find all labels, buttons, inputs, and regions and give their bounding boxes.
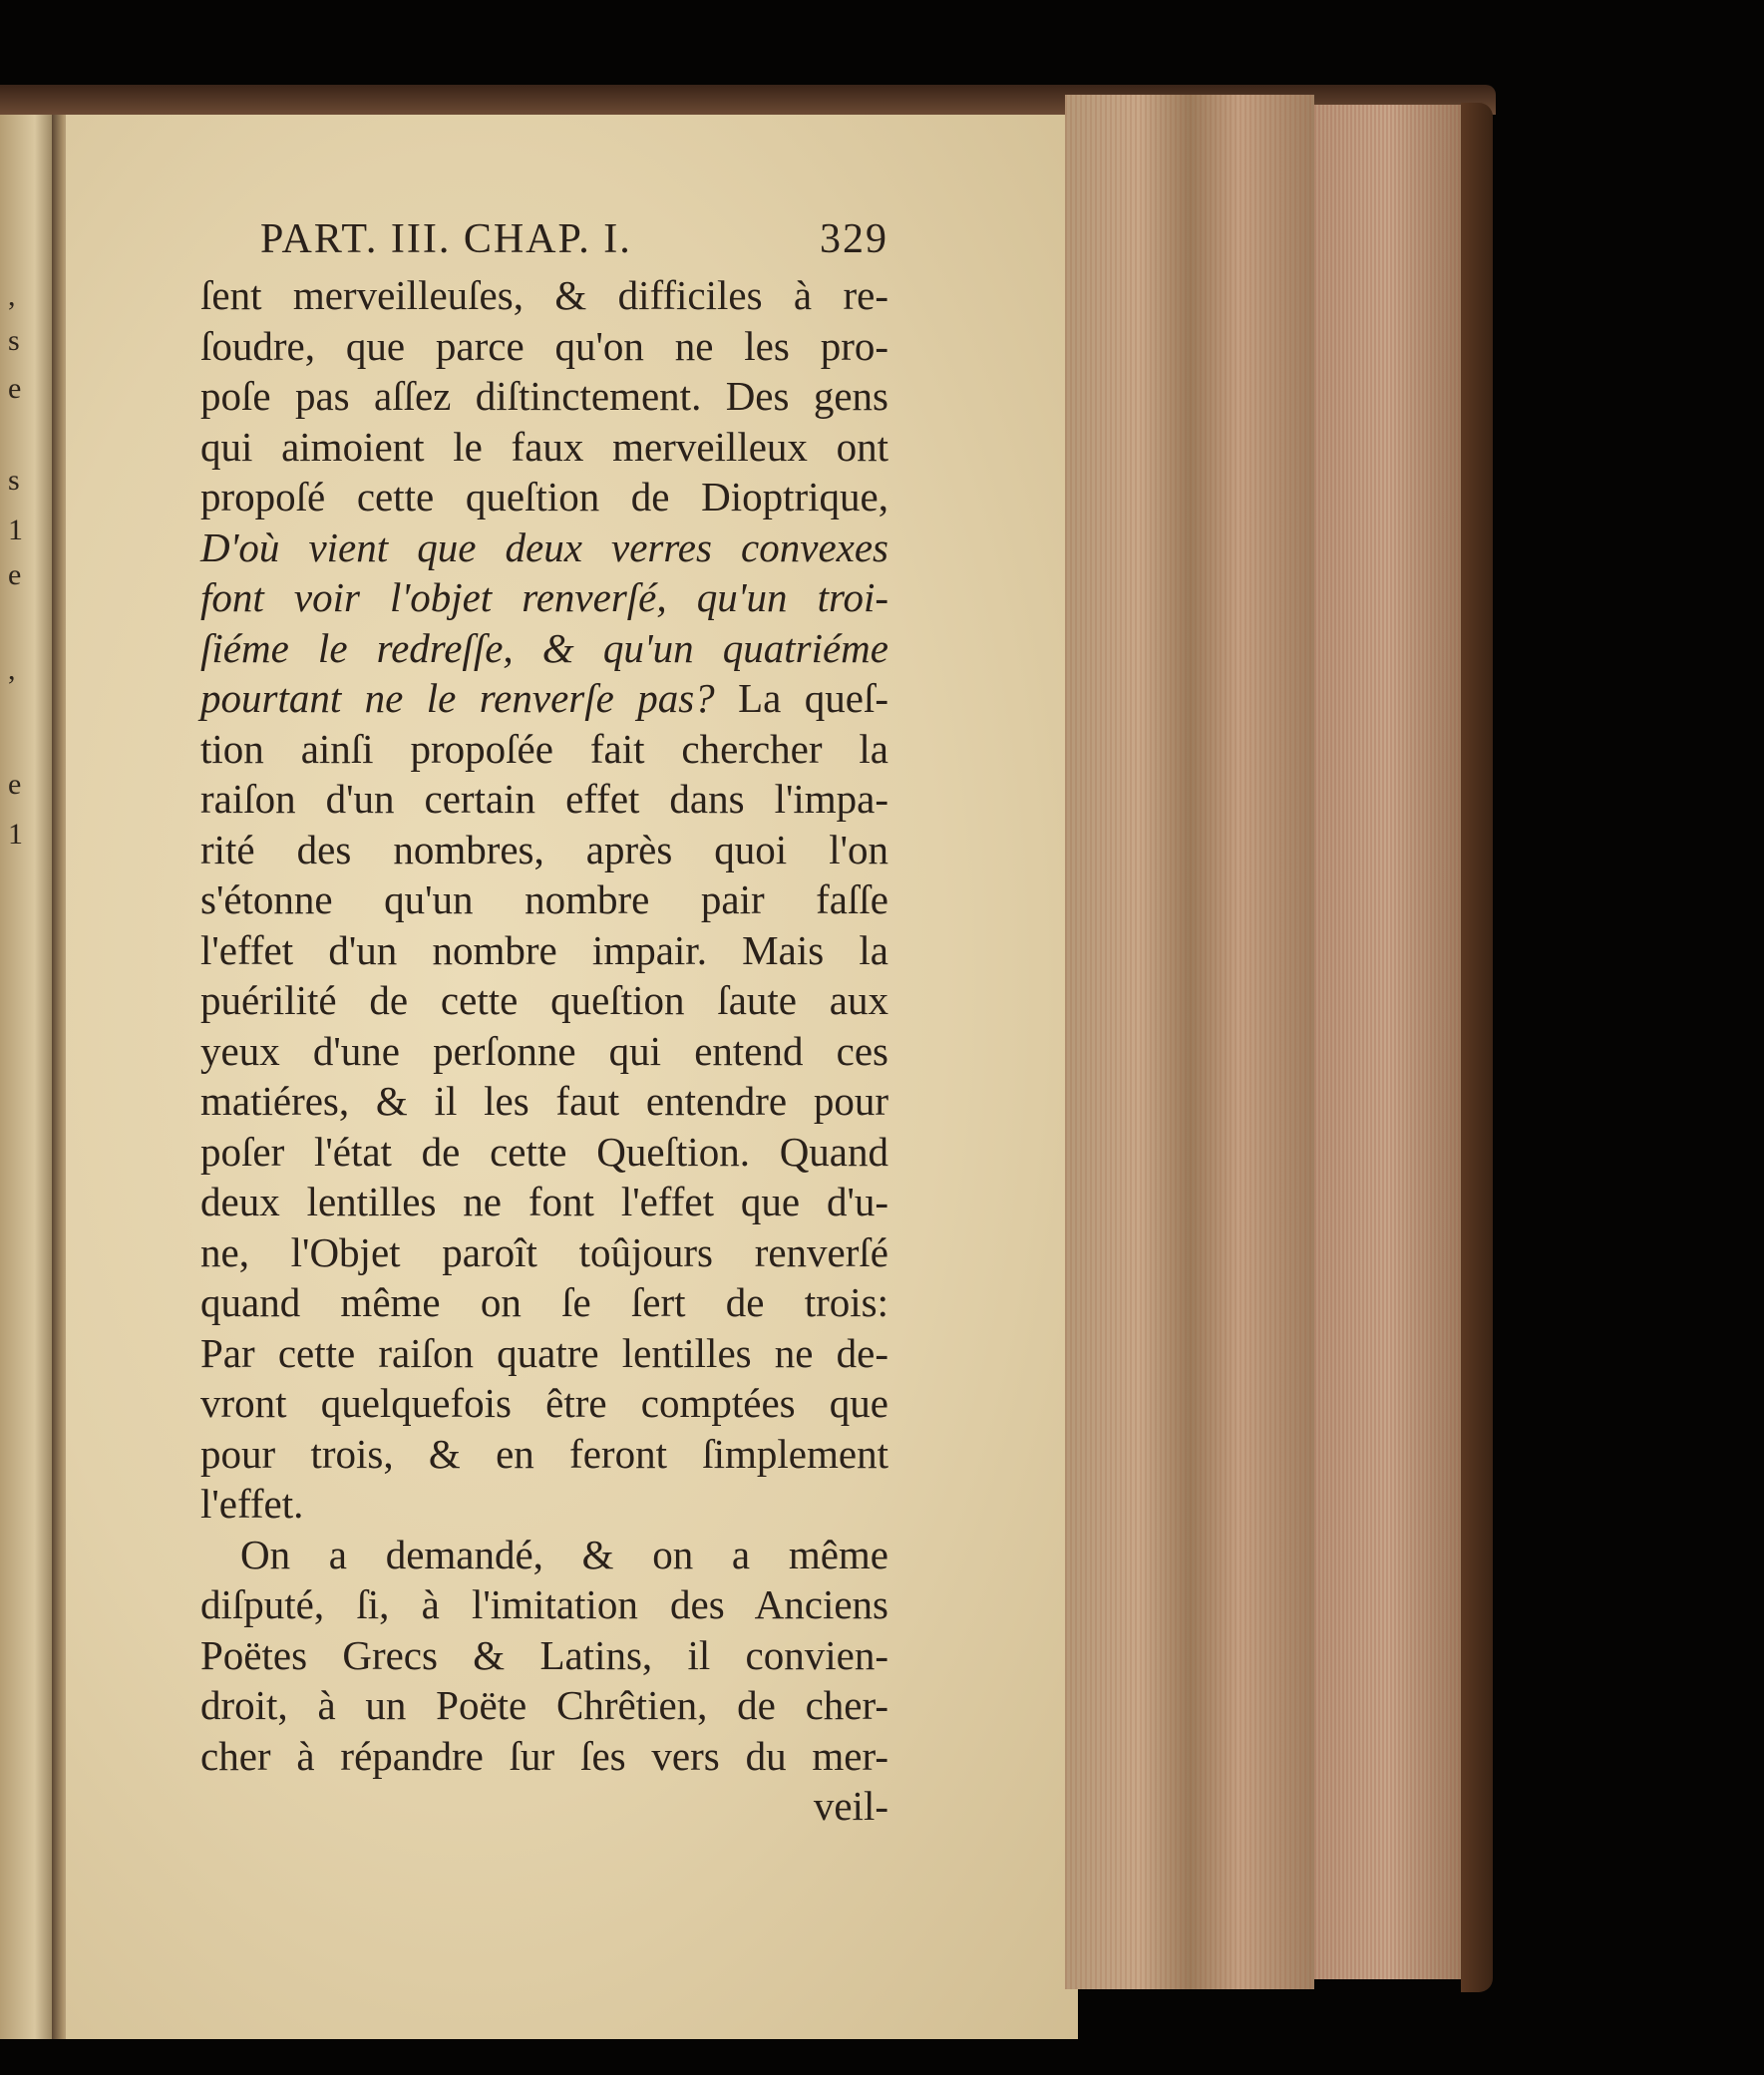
- mixed-text-line: [200, 673, 888, 724]
- text-line: raiſon d'un certain effet dans l'impa-: [200, 776, 888, 822]
- text-line: droit, à un Poëte Chrêtien, de cher-: [200, 1682, 888, 1728]
- text-line: rité des nombres, après quoi l'on: [200, 826, 888, 872]
- text-line: pour trois, & en feront ſimplement: [200, 1430, 888, 1477]
- text-line: Poëtes Grecs & Latins, il convien-: [200, 1631, 888, 1678]
- text-line: tion ainſi propoſée fait chercher la: [200, 725, 888, 772]
- text-line: ſent merveilleuſes, & difficiles à re-: [200, 272, 888, 318]
- text-line: cher à répandre ſur ſes vers du mer-: [200, 1732, 888, 1779]
- left-page-fragment: s: [8, 464, 20, 497]
- paragraph-end-line: l'effet.: [200, 1481, 304, 1527]
- left-page-fragment: e: [8, 372, 22, 405]
- left-page-edge: [0, 115, 58, 2039]
- catchword: veil-: [813, 1783, 888, 1829]
- paragraph-start-line: On a demandé, & on a même: [240, 1531, 888, 1577]
- text-line: quand même on ſe ſert de trois:: [200, 1279, 888, 1325]
- running-head-title: PART. III. CHAP. I.: [260, 216, 632, 262]
- italic-segment: pourtant ne le renverſe pas?: [200, 675, 715, 721]
- roman-segment: La queſ-: [738, 675, 889, 721]
- page-block-edge: [1065, 95, 1314, 1989]
- text-line: qui aimoient le faux merveilleux ont: [200, 423, 888, 470]
- text-line: ſoudre, que parce qu'on ne les pro-: [200, 322, 888, 369]
- book-back-cover: [1461, 103, 1493, 1992]
- open-book: [0, 85, 1506, 2069]
- left-page-fragment: e: [8, 768, 22, 801]
- left-page-fragment: ,: [8, 653, 16, 686]
- text-line: s'étonne qu'un nombre pair faſſe: [200, 876, 888, 922]
- text-line: propoſé cette queſtion de Dioptrique,: [200, 474, 888, 519]
- left-page-fragment: s: [8, 324, 20, 357]
- text-line: diſputé, ſi, à l'imitation des Anciens: [200, 1581, 888, 1627]
- text-line: vront quelquefois être comptées que: [200, 1380, 888, 1426]
- left-page-fragment: e: [8, 558, 22, 591]
- page-number: 329: [820, 216, 888, 262]
- left-page-fragment: 1: [8, 818, 23, 851]
- page-block-edge-back: [1314, 105, 1464, 1979]
- running-head: [200, 214, 888, 270]
- text-line: deux lentilles ne font l'effet que d'u-: [200, 1179, 888, 1224]
- text-line: poſer l'état de cette Queſtion. Quand: [200, 1128, 888, 1175]
- left-page-fragment: ,: [8, 279, 16, 312]
- right-page: [66, 115, 1078, 2039]
- italic-text-line: font voir l'objet renverſé, qu'un troi-: [200, 574, 888, 620]
- page-text-block: [200, 214, 888, 1832]
- text-line: poſe pas aſſez diſtinctement. Des gens: [200, 373, 888, 419]
- text-line: ne, l'Objet paroît toûjours renverſé: [200, 1228, 888, 1275]
- text-line: l'effet d'un nombre impair. Mais la: [200, 926, 888, 973]
- text-line: yeux d'une perſonne qui entend ces: [200, 1027, 888, 1074]
- left-page-fragment: 1: [8, 514, 23, 546]
- text-line: Par cette raiſon quatre lentilles ne de-: [200, 1329, 888, 1376]
- text-line: puérilité de cette queſtion ſaute aux: [200, 977, 888, 1023]
- italic-text-line: D'où vient que deux verres convexes: [200, 523, 888, 570]
- italic-text-line: ſiéme le redreſſe, & qu'un quatriéme: [200, 624, 888, 671]
- text-line: matiéres, & il les faut entendre pour: [200, 1078, 888, 1124]
